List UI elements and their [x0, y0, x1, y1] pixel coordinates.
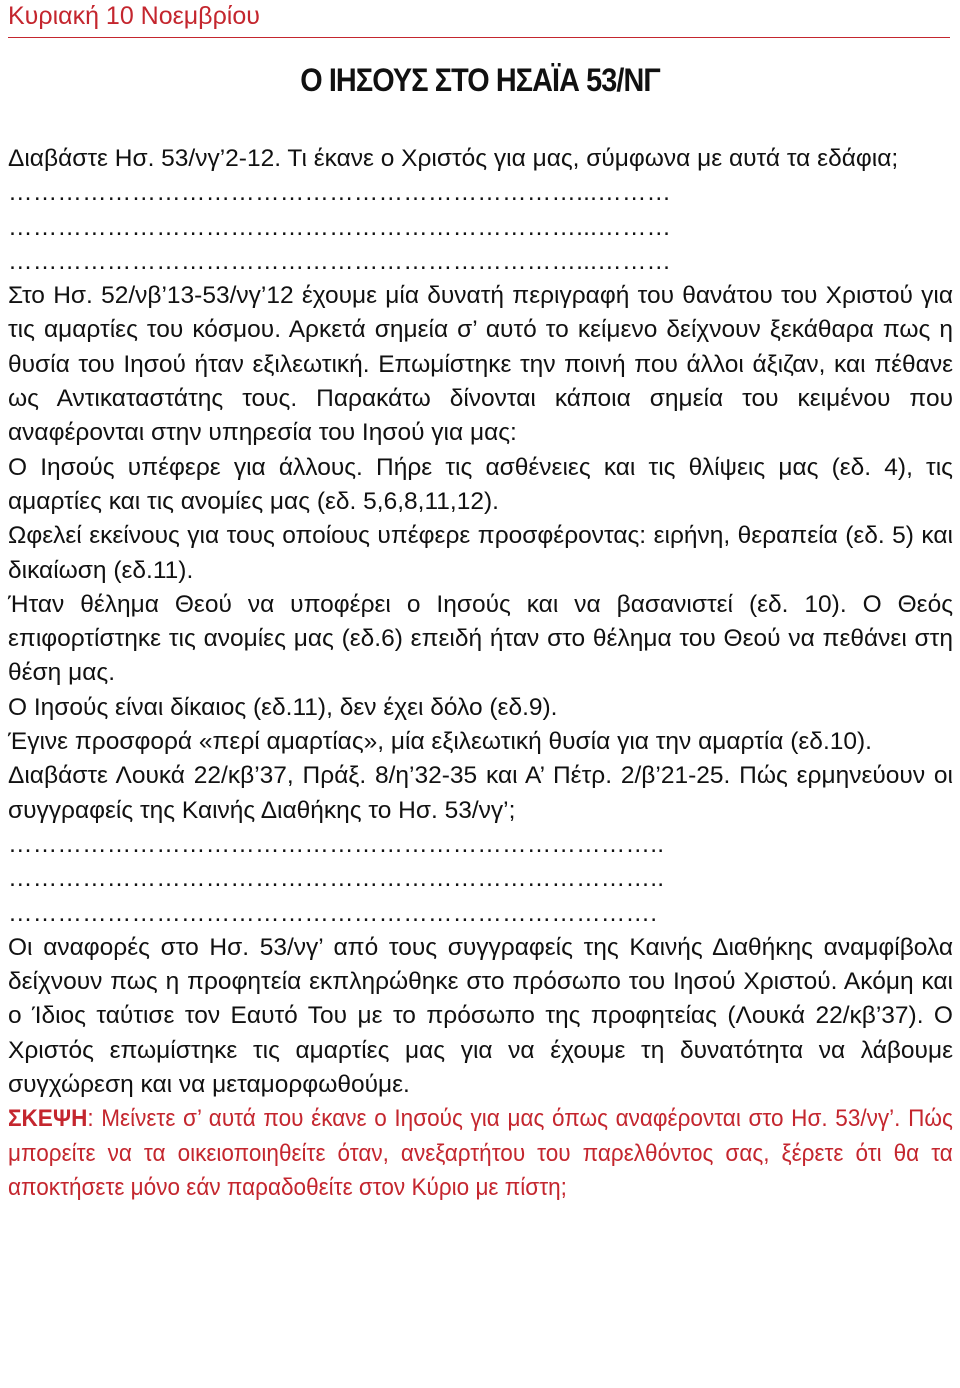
point-suffered: Ο Ιησούς υπέφερε για άλλους. Πήρε τις ασθένειες και τις θλίψεις μας (εδ. 4), τις αμαρτίες και τις ανομίες μας (εδ. 5,6,8,11,12).: [8, 453, 953, 515]
reflection-note: [8, 1102, 953, 1205]
answer-line-2c: …………………………………………………………………….: [8, 899, 658, 927]
point-sin-offering: Έγινε προσφορά «περί αμαρτίας», μία εξιλεωτική θυσία για την αμαρτία (εδ.10).: [8, 728, 872, 756]
reflection-text: : Μείνετε σ’ αυτά που έκανε ο Ιησούς για μας όπως αναφέρονται στο Ησ. 53/νγ’. Πώς μπορείτε να τα οικειοποιηθείτε όταν, ανεξαρτήτου του παρελθόντος σας, ξέρετε ότι θα τα αποκτήσετε μόνο εάν παραδοθείτε στον Κύριο με πίστη;: [8, 1105, 953, 1201]
answer-line-2a: ……………………………………………………………………..: [8, 830, 665, 858]
lesson-title: Ο ΙΗΣΟΥΣ ΣΤΟ ΗΣΑΪΑ 53/ΝΓ: [300, 62, 660, 98]
answer-line-1b: ……………………………………………………………...………: [8, 213, 672, 241]
question-2: Διαβάστε Λουκά 22/κβ’37, Πράξ. 8/η’32-35 και Α’ Πέτρ. 2/β’21-25. Πώς ερμηνεύουν οι συγγραφείς της Καινής Διαθήκης το Ησ. 53/νγ’;: [8, 762, 953, 824]
question-1: Διαβάστε Ησ. 53/νγ’2-12. Τι έκανε ο Χριστός για μας, σύμφωνα με αυτά τα εδάφια;: [8, 145, 899, 172]
answer-line-2b: ……………………………………………………………………..: [8, 865, 665, 893]
point-gods-will: Ήταν θέλημα Θεού να υποφέρει ο Ιησούς και να βασανιστεί (εδ. 10). Ο Θεός επιφορτίστηκε τις ανομίες μας (εδ.6) επειδή ήταν στο θέλημα του Θεού να πεθάνει στη θέση μας.: [8, 590, 953, 687]
point-benefits: Ωφελεί εκείνους για τους οποίους υπέφερε προσφέροντας: ειρήνη, θεραπεία (εδ. 5) και δικαίωση (εδ.11).: [8, 522, 953, 584]
paragraph-nt-references: Οι αναφορές στο Ησ. 53/νγ’ από τους συγγραφείς της Καινής Διαθήκης αναμφίβολα δείχνουν πως η προφητεία εκπληρώθηκε στο πρόσωπο του Ιησού Χριστού. Ακόμη και ο Ίδιος ταύτισε τον Εαυτό Του με το πρόσωπο της προφητείας (Λουκά 22/κβ’37). Ο Χριστός επωμίστηκε τις αμαρτίες μας για να έχουμε τη δυνατότητα να λάβουμε συγχώρεση και να μεταμορφωθούμε.: [8, 933, 953, 1099]
answer-line-1a: ……………………………………………………………...………: [8, 179, 672, 207]
lesson-body: [8, 142, 953, 1205]
point-righteous: Ο Ιησούς είναι δίκαιος (εδ.11), δεν έχει δόλο (εδ.9).: [8, 693, 558, 721]
reflection-label: ΣΚΕΨΗ: [8, 1105, 88, 1133]
answer-line-1c: ……………………………………………………………...………: [8, 247, 672, 275]
paragraph-description: Στο Ησ. 52/νβ’13-53/νγ’12 έχουμε μία δυνατή περιγραφή του θανάτου του Χριστού για τις αμαρτίες του κόσμου. Αρκετά σημεία σ’ αυτό το κείμενο δείχνουν ξεκάθαρα πως η θυσία του Ιησού ήταν εξιλεωτική. Επωμίστηκε την ποινή που άλλοι άξιζαν, και πέθανε ως Αντικαταστάτης τους. Παρακάτω δίνονται κάποια σημεία του κειμένου που αναφέρονται στην υπηρεσία του Ιησού για μας:: [8, 282, 953, 447]
lesson-date: Κυριακή 10 Νοεμβρίου: [8, 2, 260, 30]
header-divider: [8, 37, 950, 38]
